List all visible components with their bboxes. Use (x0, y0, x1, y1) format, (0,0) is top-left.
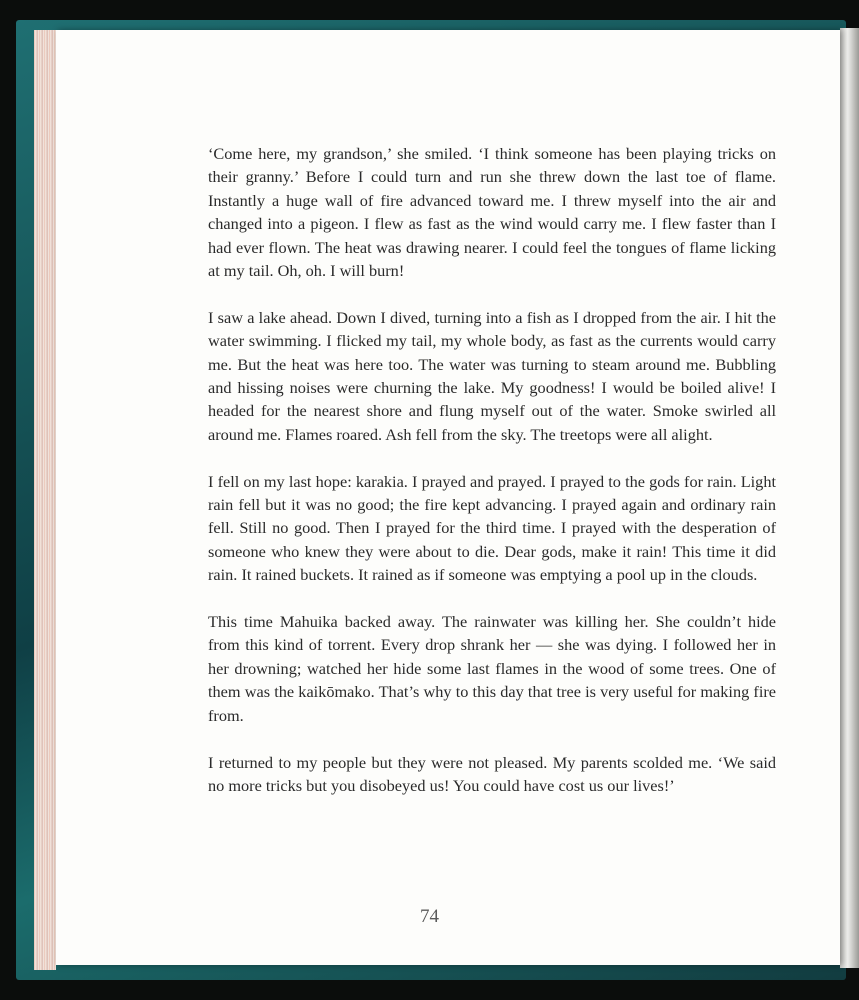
paragraph-3: I fell on my last hope: karakia. I prayed and prayed. I prayed to the gods for rain. Light rain fell but it was no good; the fire kept advancing. I prayed again and ordinary rain fell. Still no good. Then I prayed for the third time. I prayed with the desperation of someone who knew they were about to die. Dear gods, make it rain! This time it did rain. It rained buckets. It rained as if someone was emptying a pool up in the clouds. (208, 471, 776, 585)
page-number: 74 (420, 906, 439, 927)
paragraph-4: This time Mahuika backed away. The rainwater was killing her. She couldn’t hide from this kind of torrent. Every drop shrank her — she was dying. I followed her in her drowning; watched her hide some last flames in the wood of some trees. One of them was the kaikōmako. That’s why to this day that tree is very useful for making fire from. (208, 612, 776, 725)
story-text (208, 142, 776, 821)
paragraph-2: I saw a lake ahead. Down I dived, turning into a fish as I dropped from the air. I hit the water swimming. I flicked my tail, my whole body, as fast as the currents would carry me. But the heat was here too. The water was turning to steam around me. Bubbling and hissing noises were churning the lake. My goodness! I would be boiled alive! I headed for the nearest shore and flung myself out of the water. Smoke swirled all around me. Flames roared. Ash fell from the sky. The treetops were all alight. (208, 307, 776, 444)
page-edges (34, 30, 56, 970)
paragraph-1: ‘Come here, my grandson,’ she smiled. ‘I think someone has been playing tricks on their granny.’ Before I could turn and run she threw down the last toe of flame. Instantly a huge wall of fire advanced toward me. I threw myself into the air and changed into a pigeon. I flew as fast as the wind would carry me. I flew faster than I had ever flown. The heat was drawing nearer. I could feel the tongues of flame licking at my tail. Oh, oh. I will burn! (208, 144, 776, 281)
binding-edge (840, 28, 859, 968)
paragraph-5: I returned to my people but they were not pleased. My parents scolded me. ‘We said no more tricks but you disobeyed us! You could have cost us our lives!’ (208, 752, 776, 795)
